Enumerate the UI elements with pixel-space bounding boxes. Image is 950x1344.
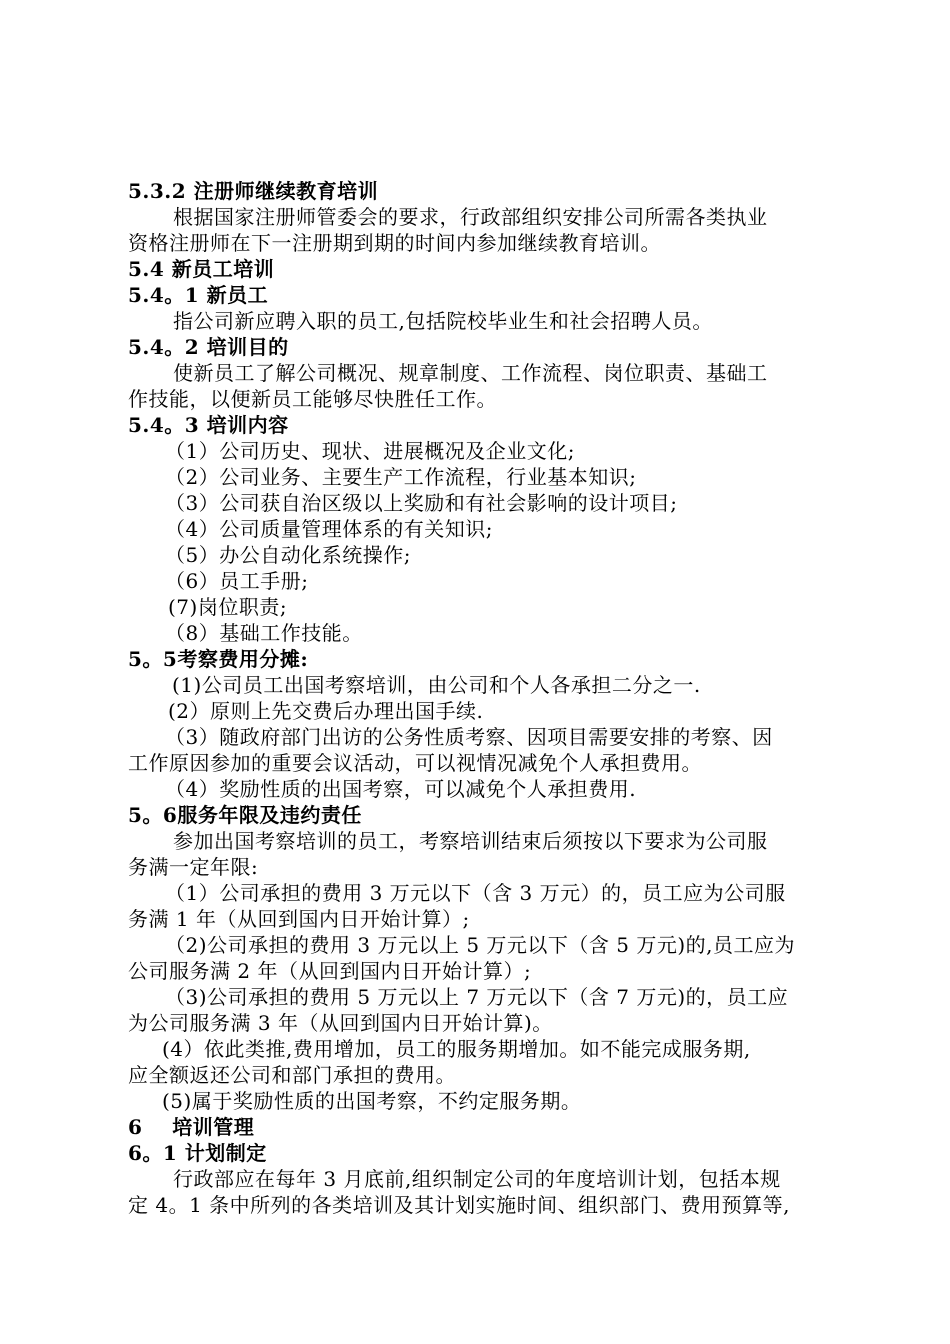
paragraph-line: 务满 1 年（从回到国内日开始计算）; [128, 907, 470, 931]
list-item: (2）原则上先交费后办理出国手续. [168, 699, 484, 723]
section-heading-5-4-3: 5.4。3 培训内容 [128, 413, 289, 437]
list-item: （2）公司业务、主要生产工作流程，行业基本知识; [165, 465, 637, 489]
paragraph-line: 根据国家注册师管委会的要求，行政部组织安排公司所需各类执业 [173, 205, 768, 229]
list-item: （3)公司承担的费用 5 万元以上 7 万元以下（含 7 万元)的，员工应 [165, 985, 789, 1009]
paragraph-line: 务满一定年限: [128, 855, 259, 879]
paragraph-line: 定 4。1 条中所列的各类培训及其计划实施时间、组织部门、费用预算等, [128, 1193, 791, 1217]
paragraph-line: 工作原因参加的重要会议活动，可以视情况减免个人承担费用。 [128, 751, 702, 775]
list-item: （6）员工手册; [165, 569, 309, 593]
list-item: （1）公司承担的费用 3 万元以下（含 3 万元）的，员工应为公司服 [165, 881, 786, 905]
section-heading-5-6: 5。6服务年限及违约责任 [128, 803, 362, 827]
paragraph-line: 指公司新应聘入职的员工,包括院校毕业生和社会招聘人员。 [173, 309, 713, 333]
list-item: （4）公司质量管理体系的有关知识; [165, 517, 493, 541]
list-item: （4）奖励性质的出国考察，可以减免个人承担费用. [165, 777, 637, 801]
paragraph-line: 应全额返还公司和部门承担的费用。 [128, 1063, 456, 1087]
section-heading-5-5: 5。5考察费用分摊: [128, 647, 309, 671]
list-item: （3）随政府部门出访的公务性质考察、因项目需要安排的考察、因 [165, 725, 773, 749]
section-heading-6: 6 培训管理 [128, 1115, 255, 1139]
section-heading-6-1: 6。1 计划制定 [128, 1141, 267, 1165]
section-heading-5-3-2: 5.3.2 注册师继续教育培训 [128, 179, 379, 203]
list-item: (5)属于奖励性质的出国考察，不约定服务期。 [162, 1089, 582, 1113]
paragraph-line: 公司服务满 2 年（从回到国内日开始计算）; [128, 959, 532, 983]
list-item: （3）公司获自治区级以上奖励和有社会影响的设计项目; [165, 491, 678, 515]
list-item: （8）基础工作技能。 [165, 621, 363, 645]
list-item: （2)公司承担的费用 3 万元以上 5 万元以下（含 5 万元)的,员工应为 [165, 933, 796, 957]
paragraph-line: 为公司服务满 3 年（从回到国内日开始计算)。 [128, 1011, 553, 1035]
paragraph-line: 行政部应在每年 3 月底前,组织制定公司的年度培训计划，包括本规 [173, 1167, 781, 1191]
list-item: (7)岗位职责; [168, 595, 288, 619]
list-item: （5）办公自动化系统操作; [165, 543, 411, 567]
section-heading-5-4-2: 5.4。2 培训目的 [128, 335, 289, 359]
list-item: (1)公司员工出国考察培训，由公司和个人各承担二分之一. [172, 673, 701, 697]
section-heading-5-4: 5.4 新员工培训 [128, 257, 275, 281]
list-item: (4）依此类推,费用增加，员工的服务期增加。如不能完成服务期, [162, 1037, 751, 1061]
list-item: （1）公司历史、现状、进展概况及企业文化; [165, 439, 575, 463]
paragraph-line: 资格注册师在下一注册期到期的时间内参加继续教育培训。 [128, 231, 661, 255]
section-heading-5-4-1: 5.4。1 新员工 [128, 283, 269, 307]
paragraph-line: 参加出国考察培训的员工，考察培训结束后须按以下要求为公司服 [173, 829, 768, 853]
paragraph-line: 使新员工了解公司概况、规章制度、工作流程、岗位职责、基础工 [173, 361, 768, 385]
paragraph-line: 作技能，以便新员工能够尽快胜任工作。 [128, 387, 497, 411]
